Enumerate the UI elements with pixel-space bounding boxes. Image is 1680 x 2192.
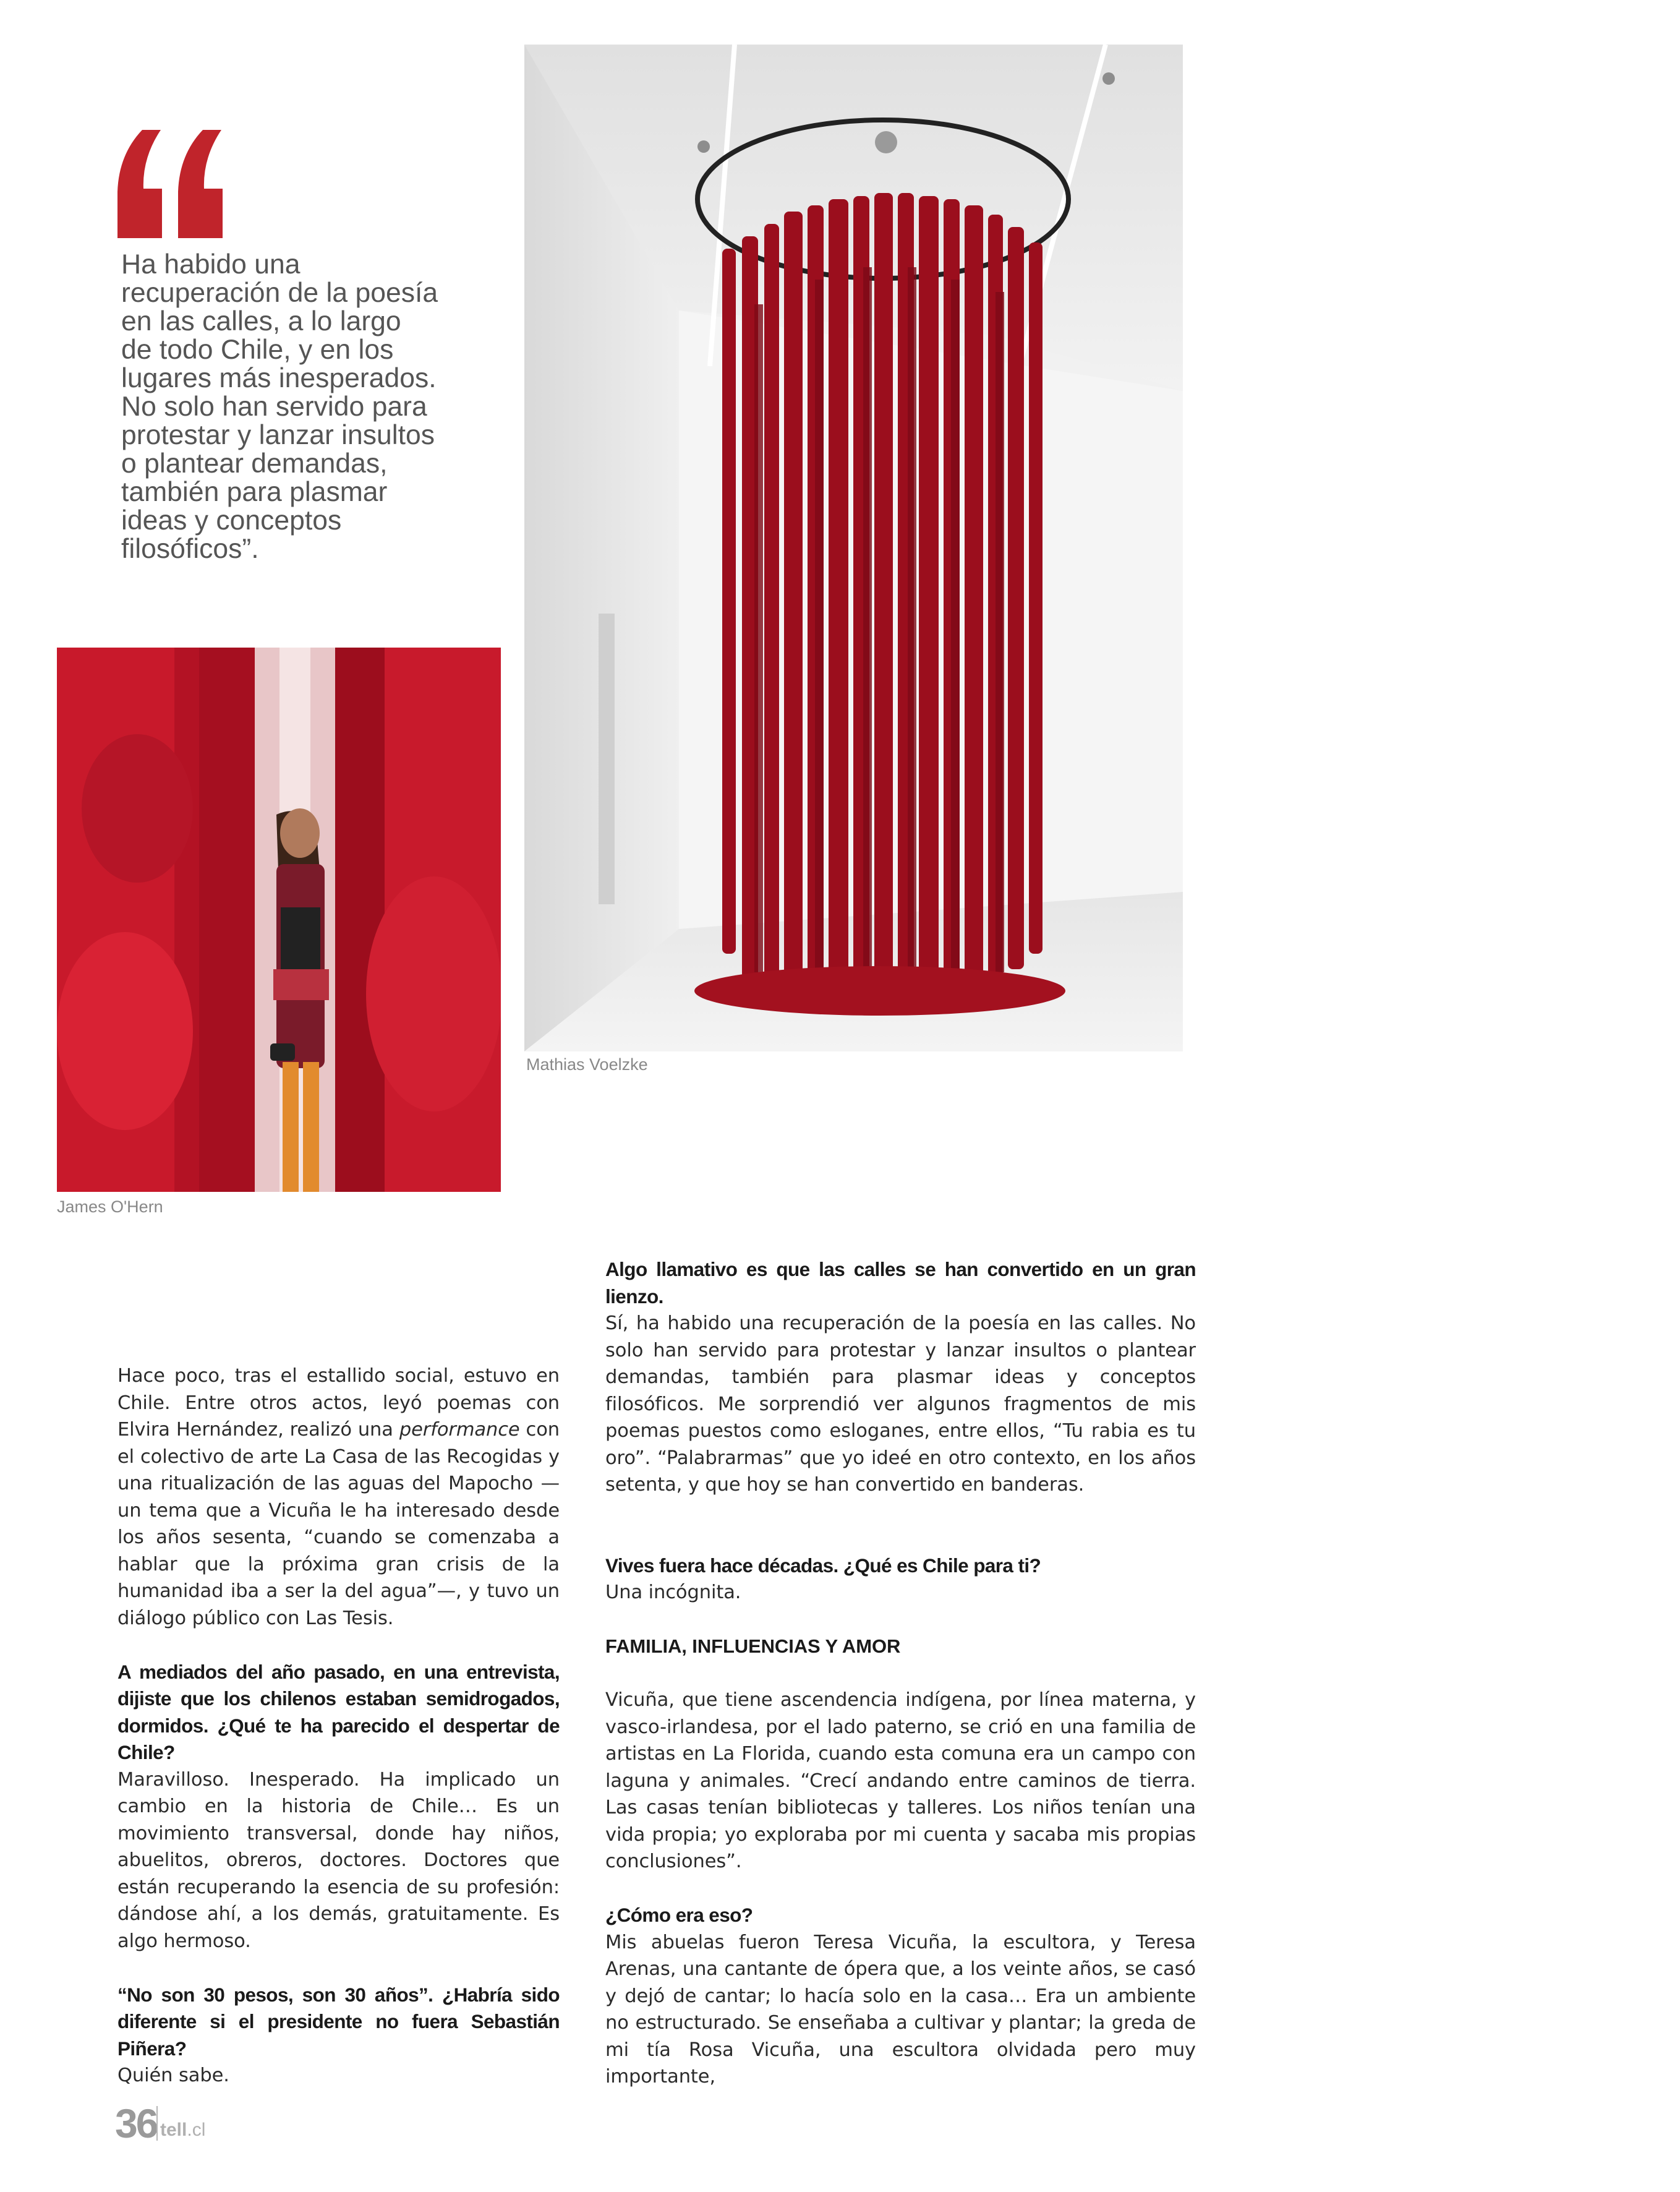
interview-answer: Quién sabe. bbox=[117, 2065, 229, 2086]
site-name-tld: .cl bbox=[187, 2120, 206, 2140]
section-heading: FAMILIA, INFLUENCIAS Y AMOR bbox=[605, 1635, 901, 1657]
interview-question: Vives fuera hace décadas. ¿Qué es Chile para ti? bbox=[605, 1554, 1041, 1577]
interview-answer: Sí, ha habido una recuperación de la poesía en las calles. No solo han servido para protestar y lanzar insultos o plantear demandas, también para plasmar ideas y conceptos filosóficos. Me sorprendió ver algunos fragmentos de mis poemas puestos como esloganes, entre ellos, “Tu rabia es tu oro”. “Palabrarmas” que yo ideé en otro contexto, en los años setenta, y que hoy se han convertido en banderas. bbox=[605, 1312, 1196, 1496]
pull-quote-line: lugares más inesperados. bbox=[121, 363, 437, 393]
interview-question: ¿Cómo era eso? bbox=[605, 1904, 753, 1926]
text-run: con el colectivo de arte La Casa de las Recogidas y una ritualización de las aguas del Mapocho —un tema que a Vicuña le ha interesado desde los años sesenta, “cuando se comenzaba a hablar que la próxima gran crisis de la humanidad iba a ser la del agua”—, y tuvo un diálogo público con Las Tesis. bbox=[117, 1419, 560, 1629]
site-name-main: tell bbox=[160, 2120, 187, 2140]
photo-credit: James O'Hern bbox=[57, 1197, 163, 1216]
pull-quote-line: en las calles, a lo largo bbox=[121, 306, 401, 336]
paragraph: Vicuña, que tiene ascendencia indígena, por línea materna, y vasco-irlandesa, por el lado paterno, se crió en una familia de artistas en La Florida, cuando esta comuna era un campo con laguna y animales. “Crecí andando entre caminos de tierra. Las casas tenían bibliotecas y talleres. Los niños tenían una vida propia; yo exploraba por mi cuenta y sacaba mis propias conclusiones”. bbox=[605, 1689, 1196, 1872]
interview-question: A mediados del año pasado, en una entrevista, dijiste que los chilenos estaban semidrogados, dormidos. ¿Qué te ha parecido el despertar de Chile? bbox=[117, 1660, 560, 1763]
pull-quote-line: Ha habido una bbox=[121, 249, 301, 280]
pull-quote-line: protestar y lanzar insultos bbox=[121, 420, 435, 450]
page-number: 36 bbox=[115, 2100, 157, 2146]
artist-photo bbox=[57, 648, 501, 1192]
pull-quote-line: o plantear demandas, bbox=[121, 448, 388, 479]
interview-answer: Mis abuelas fueron Teresa Vicuña, la escultora, y Teresa Arenas, una cantante de ópera que, a los veinte años, se casó y dejó de cantar; lo hacía solo en la casa… Era un ambiente no estructurado. Se enseñaba a cultivar y plantar; la greda de mi tía Rosa Vicuña, una escultora olvidada pero muy importante, bbox=[605, 1931, 1196, 2087]
pull-quote bbox=[121, 250, 455, 563]
photo-credit: Mathias Voelzke bbox=[526, 1055, 648, 1074]
interview-question: “No son 30 pesos, son 30 años”. ¿Habría sido diferente si el presidente no fuera Sebastián Piñera? bbox=[117, 1983, 560, 2060]
interview-answer: Maravilloso. Inesperado. Ha implicado un cambio en la historia de Chile… Es un movimiento transversal, donde hay niños, abuelitos, obreros, doctores. Doctores que están recuperando la esencia de su profesión: dándose ahí, a los demás, gratuitamente. Es algo hermoso. bbox=[117, 1768, 560, 1952]
pull-quote-line: también para plasmar bbox=[121, 477, 388, 507]
pull-quote-line: ideas y conceptos bbox=[121, 505, 342, 536]
text-run: Hace poco, tras el estallido social, estuvo en Chile. Entre otros actos, leyó poemas con Elvira Hernández, realizó una bbox=[117, 1365, 560, 1441]
article-column-right bbox=[605, 1256, 1196, 2091]
site-name bbox=[160, 2120, 205, 2141]
pull-quote-line: de todo Chile, y en los bbox=[121, 335, 394, 365]
interview-answer: Una incógnita. bbox=[605, 1582, 741, 1603]
article-column-left bbox=[117, 1363, 560, 2089]
quote-mark-icon bbox=[117, 130, 223, 238]
text-run-italic: performance bbox=[399, 1419, 520, 1441]
pull-quote-line: No solo han servido para bbox=[121, 392, 427, 422]
installation-photo bbox=[524, 45, 1183, 1051]
pull-quote-line: filosóficos”. bbox=[121, 534, 259, 564]
interview-question: Algo llamativo es que las calles se han convertido en un gran lienzo. bbox=[605, 1258, 1196, 1308]
folio-divider bbox=[156, 2106, 158, 2141]
paragraph-intro bbox=[117, 1363, 560, 1632]
pull-quote-line: recuperación de la poesía bbox=[121, 278, 438, 308]
